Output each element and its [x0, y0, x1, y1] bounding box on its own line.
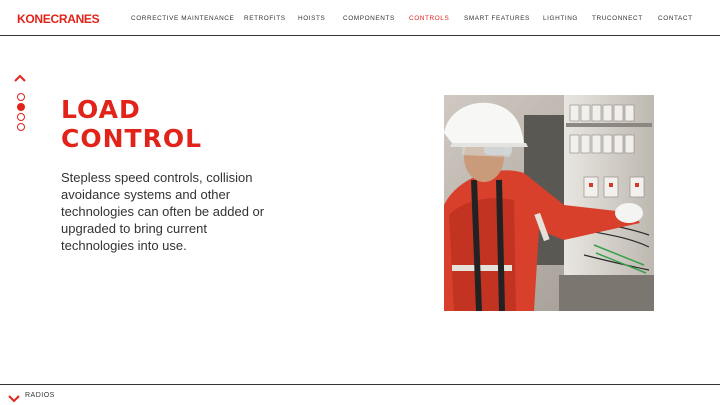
nav-lighting[interactable]: LIGHTING: [543, 15, 578, 22]
nav-contact[interactable]: CONTACT: [658, 15, 693, 22]
nav-truconnect[interactable]: TRUCONNECT: [592, 15, 643, 22]
title-line-1: LOAD: [61, 95, 141, 124]
bottom-bar: [0, 384, 720, 405]
nav-hoists[interactable]: HOISTS: [298, 15, 326, 22]
pagination-dot-1[interactable]: [17, 93, 25, 101]
konecranes-logo[interactable]: KONECRANES: [17, 12, 100, 26]
main-nav: [0, 15, 720, 25]
next-section-label[interactable]: RADIOS: [25, 392, 55, 399]
chevron-up-icon[interactable]: [14, 69, 26, 87]
slide-pagination: [16, 93, 28, 133]
chevron-down-icon[interactable]: [8, 390, 20, 405]
technician-photo: [444, 95, 654, 311]
pagination-dot-4[interactable]: [17, 123, 25, 131]
title-line-2: CONTROL: [61, 124, 203, 153]
pagination-dot-2[interactable]: [17, 103, 25, 111]
nav-components[interactable]: COMPONENTS: [343, 15, 395, 22]
page-title: [61, 95, 321, 153]
pagination-dot-3[interactable]: [17, 113, 25, 121]
top-navigation-bar: [0, 0, 720, 36]
nav-corrective-maintenance[interactable]: CORRECTIVE MAINTENANCE: [131, 15, 235, 22]
nav-retrofits[interactable]: RETROFITS: [244, 15, 286, 22]
nav-controls[interactable]: CONTROLS: [409, 15, 450, 22]
nav-smart-features[interactable]: SMART FEATURES: [464, 15, 530, 22]
page-description: Stepless speed controls, collision avoidance systems and other technologies can often be added or upgraded to bring current technologies into use.: [61, 170, 265, 253]
